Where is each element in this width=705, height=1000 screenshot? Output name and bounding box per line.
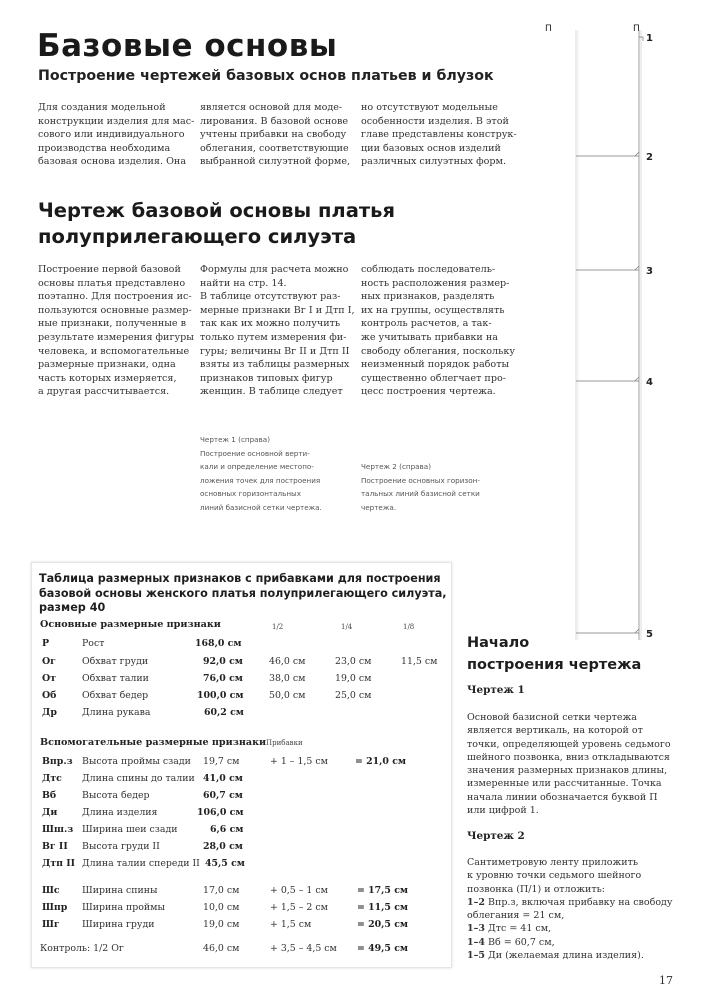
row-name: Ширина груди (82, 919, 155, 930)
caption-line: Чертеж 1 (справа) (200, 435, 271, 444)
table-row (0, 638, 450, 652)
table-row (0, 824, 450, 838)
drawing-1-heading: Чертеж 1 (467, 684, 525, 696)
text-line: Для создания модельной (38, 102, 166, 113)
text-line: признаков типовых фигур (200, 372, 333, 384)
row-abbr: Шпр (42, 902, 68, 913)
row-value: 45,5 см (205, 858, 245, 869)
table-title-line: Таблица размерных признаков с прибавками для построения (39, 572, 441, 585)
table-control-row (0, 943, 450, 957)
row-name: Ширина спины (82, 885, 158, 896)
row-result: = 17,5 см (357, 885, 409, 896)
text-line: человека, и вспомогательные (38, 345, 190, 357)
text-line: сового или индивидуального (38, 129, 185, 141)
caption-line: Построение основных горизон- (361, 475, 480, 485)
text-line: ции базовых основ изделий (361, 142, 501, 154)
row-name: Высота груди II (82, 841, 160, 852)
row-name: Ширина шеи сзади (82, 824, 178, 835)
table-row (0, 656, 450, 670)
table-title (39, 572, 447, 616)
text-line (467, 922, 673, 935)
text-line: неизменный порядок работы (361, 359, 510, 371)
text-line: Формулы для расчета можно (200, 264, 349, 275)
text-line: гуры; величины Вг II и Дтп II (200, 345, 350, 357)
row-quarter: 25,0 см (335, 690, 372, 701)
item-key: 1–3 (467, 923, 485, 935)
caption-drawing-1 (200, 433, 322, 515)
text-line: шейного позвонка, вниз откладываются (467, 751, 670, 763)
text-line: их на группы, осуществлять (361, 304, 505, 316)
point-label-5: 5 (646, 629, 653, 640)
row-quarter: 19,0 см (335, 673, 372, 684)
control-value: 46,0 см (203, 943, 240, 954)
text-line: измеренные или рассчитанные. Точка (467, 778, 662, 790)
caption-line: линий базисной сетки чертежа. (200, 502, 322, 512)
caption-line: Чертеж 2 (справа) (361, 462, 432, 471)
row-value: 106,0 см (197, 807, 244, 818)
row-name: Высота бедер (82, 790, 150, 801)
row-abbr: Дтс (42, 773, 62, 784)
row-abbr: Дтп II (42, 858, 76, 869)
row-name: Рост (82, 638, 105, 649)
row-abbr: Р (42, 638, 50, 649)
section-column-3 (361, 263, 515, 399)
item-key: 1–4 (467, 936, 485, 948)
text-line: облегания, соответствующие (200, 142, 349, 154)
row-value: 19,0 см (203, 919, 240, 930)
fraction-header-eighth: 1/8 (403, 623, 415, 631)
text-line: основы платья представлено (38, 277, 186, 289)
text-line: Сантиметровую ленту приложить (467, 857, 638, 868)
caption-line: чертежа. (361, 502, 397, 512)
text-line: конструкции изделия для мас- (38, 115, 195, 127)
row-allowance: + 1,5 см (270, 919, 312, 930)
text-line: поэтапно. Для построения ис- (38, 291, 192, 303)
row-eighth: 11,5 см (401, 656, 438, 667)
text-line: же учитывать прибавки на (361, 331, 498, 343)
caption-line: кали и определение местопо- (200, 462, 314, 472)
drawing-2-text (467, 856, 673, 962)
text-line: размерные признаки, одна (38, 359, 176, 371)
point-marker-3 (635, 266, 639, 270)
text-line: результате измерения фигуры (38, 331, 194, 343)
control-label: Контроль: 1/2 Ог (40, 943, 124, 954)
row-abbr: Об (42, 690, 57, 701)
table-row (0, 807, 450, 821)
start-heading-line: построения чертежа (467, 657, 642, 673)
table-title-line: размер 40 (39, 601, 106, 614)
row-abbr: Вг II (42, 841, 68, 852)
row-abbr: Впр.з (42, 756, 73, 767)
item-text: Ди (желаемая длина изделия). (484, 950, 644, 962)
control-allowance: + 3,5 – 4,5 см (270, 943, 337, 954)
point-label-2: 2 (646, 152, 653, 163)
text-line: базовая основа изделия. Она (38, 156, 187, 168)
text-line: существенно облегчает про- (361, 372, 506, 384)
point-marker-2 (635, 152, 639, 156)
text-line (467, 949, 673, 962)
text-line: пользуются основные размер- (38, 304, 192, 316)
point-label-4: 4 (646, 377, 653, 388)
row-abbr: Вб (42, 790, 57, 801)
text-line: только путем измерения фи- (200, 331, 347, 343)
row-value: 19,7 см (203, 756, 240, 767)
table-row (0, 707, 450, 721)
text-line: ные признаки, полученные в (38, 318, 187, 330)
row-allowance: + 1 – 1,5 см (270, 756, 328, 767)
row-quarter: 23,0 см (335, 656, 372, 667)
item-key: 1–5 (467, 950, 485, 962)
row-name: Длина изделия (82, 807, 158, 818)
text-line: контроль расчетов, а так- (361, 318, 492, 330)
text-line: а другая рассчитывается. (38, 386, 170, 398)
text-line: начала линии обозначается буквой П (467, 791, 658, 803)
row-value: 41,0 см (203, 773, 243, 784)
row-abbr: Ог (42, 656, 56, 667)
table-row (0, 858, 450, 872)
row-value: 100,0 см (197, 690, 244, 701)
drawing-1-text (467, 711, 671, 817)
row-abbr: Др (42, 707, 57, 718)
text-line: женщин. В таблице следует (200, 386, 343, 398)
row-value: 76,0 см (203, 673, 243, 684)
control-result: = 49,5 см (357, 943, 409, 954)
row-result: = 21,0 см (355, 756, 407, 767)
start-heading-line: Начало (467, 635, 530, 651)
row-value: 17,0 см (203, 885, 240, 896)
page-number: 17 (659, 974, 673, 987)
fraction-header-half: 1/2 (272, 623, 284, 631)
row-value: 60,7 см (203, 790, 243, 801)
table-row (0, 790, 450, 804)
aux-measurements-header: Вспомогательные размерные признаки (40, 737, 267, 748)
section-heading (38, 198, 395, 250)
fraction-header-quarter: 1/4 (341, 623, 353, 631)
table-row (0, 919, 450, 933)
text-line: главе представлены конструк- (361, 129, 517, 141)
text-line: ность расположения размер- (361, 277, 510, 289)
caption-line: тальных линий базисной сетки (361, 489, 480, 499)
text-line: так как их можно получить (200, 318, 341, 330)
item-text: Дтс = 41 см, (484, 923, 552, 935)
row-allowance: + 0,5 – 1 см (270, 885, 328, 896)
section-column-1 (38, 263, 194, 399)
row-value: 92,0 см (203, 656, 243, 667)
drawing-label-p-left: П (545, 24, 552, 34)
text-line: значения размерных признаков длины, (467, 765, 668, 777)
row-allowance: + 1,5 – 2 см (270, 902, 328, 913)
item-key: 1–2 (467, 896, 485, 908)
text-line: соблюдать последователь- (361, 264, 496, 275)
row-value: 10,0 см (203, 902, 240, 913)
section-heading-line: Чертеж базовой основы платья (38, 199, 396, 222)
text-line: цесс построения чертежа. (361, 386, 496, 398)
text-line: Построение первой базовой (38, 264, 181, 275)
row-name: Высота проймы сзади (82, 756, 191, 767)
item-text: Впр.з, включая прибавку на свободу (484, 896, 673, 908)
point-label-3: 3 (646, 266, 653, 277)
row-value: 168,0 см (195, 638, 242, 649)
text-line: взяты из таблицы размерных (200, 359, 350, 371)
row-name: Ширина проймы (82, 902, 165, 913)
text-line: является вертикаль, на которой от (467, 725, 643, 737)
text-line: часть которых измеряется, (38, 372, 177, 384)
row-name: Обхват талии (82, 673, 149, 684)
text-line: или цифрой 1. (467, 805, 539, 817)
drawing-2-heading: Чертеж 2 (467, 830, 525, 842)
table-title-line: базовой основы женского платья полуприлегающего силуэта, (39, 586, 447, 600)
row-name: Обхват бедер (82, 690, 149, 701)
text-line: но отсутствуют модельные (361, 102, 498, 113)
row-value: 60,2 см (204, 707, 244, 718)
row-half: 46,0 см (269, 656, 306, 667)
table-row (0, 690, 450, 704)
pattern-drawing (540, 20, 670, 650)
page-title: Базовые основы (37, 28, 338, 64)
text-line: выбранной силуэтной форме, (200, 156, 351, 168)
item-text: облегания = 21 см, (467, 910, 565, 922)
row-abbr: Шг (42, 919, 60, 930)
text-line: различных силуэтных форм. (361, 156, 507, 168)
caption-line: Построение основной верти- (200, 448, 310, 458)
text-line: В таблице отсутствуют раз- (200, 291, 341, 303)
row-abbr: Ди (42, 807, 58, 818)
table-row (0, 885, 450, 899)
text-line: ных признаков, разделять (361, 291, 495, 303)
row-abbr: Шс (42, 885, 60, 896)
caption-line: основных горизонтальных (200, 489, 301, 499)
text-line: мерные признаки Вг I и Дтп I, (200, 304, 355, 316)
point-marker-5 (635, 629, 639, 633)
text-line (467, 936, 673, 949)
text-line: позвонка (П/1) и отложить: (467, 883, 605, 895)
intro-column-1 (38, 101, 194, 169)
text-line: производства необходима (38, 142, 171, 154)
text-line: Основой базисной сетки чертежа (467, 712, 637, 723)
page-subtitle: Построение чертежей базовых основ платьев и блузок (38, 68, 494, 84)
row-name: Длина рукава (82, 707, 151, 718)
text-line: лирования. В базовой основе (200, 115, 349, 127)
row-half: 38,0 см (269, 673, 306, 684)
text-line: учтены прибавки на свободу (200, 129, 347, 141)
row-value: 6,6 см (210, 824, 244, 835)
caption-drawing-2 (361, 460, 480, 514)
row-name: Длина талии спереди II (82, 858, 200, 869)
text-line (467, 896, 673, 909)
row-result: = 20,5 см (357, 919, 409, 930)
table-row (0, 902, 450, 916)
row-abbr: Шш.з (42, 824, 74, 835)
row-name: Длина спины до талии (82, 773, 195, 784)
drawing-label-p-right: П (633, 24, 640, 34)
text-line: точки, определяющей уровень седьмого (467, 738, 671, 750)
row-half: 50,0 см (269, 690, 306, 701)
row-abbr: От (42, 673, 56, 684)
text-line: найти на стр. 14. (200, 277, 287, 289)
row-result: = 11,5 см (357, 902, 409, 913)
row-name: Обхват груди (82, 656, 149, 667)
text-line: особенности изделия. В этой (361, 115, 509, 127)
section-column-2 (200, 263, 355, 399)
intro-column-3 (361, 101, 517, 169)
text-line: к уровню точки седьмого шейного (467, 870, 642, 882)
main-measurements-header: Основные размерные признаки (40, 619, 221, 630)
table-row (0, 673, 450, 687)
table-row (0, 756, 450, 770)
item-text: Вб = 60,7 см, (484, 936, 555, 948)
intro-column-2 (200, 101, 350, 169)
table-row (0, 773, 450, 787)
point-marker-4 (635, 377, 639, 381)
point-label-1: 1 (646, 33, 653, 44)
row-value: 28,0 см (203, 841, 243, 852)
table-row (0, 841, 450, 855)
text-line: свободу облегания, поскольку (361, 345, 515, 357)
caption-line: ложения точек для построения (200, 475, 321, 485)
text-line: является основой для моде- (200, 102, 343, 113)
section-heading-line: полуприлегающего силуэта (38, 225, 357, 248)
text-line (467, 909, 673, 922)
allowance-header: Прибавки (266, 739, 303, 747)
